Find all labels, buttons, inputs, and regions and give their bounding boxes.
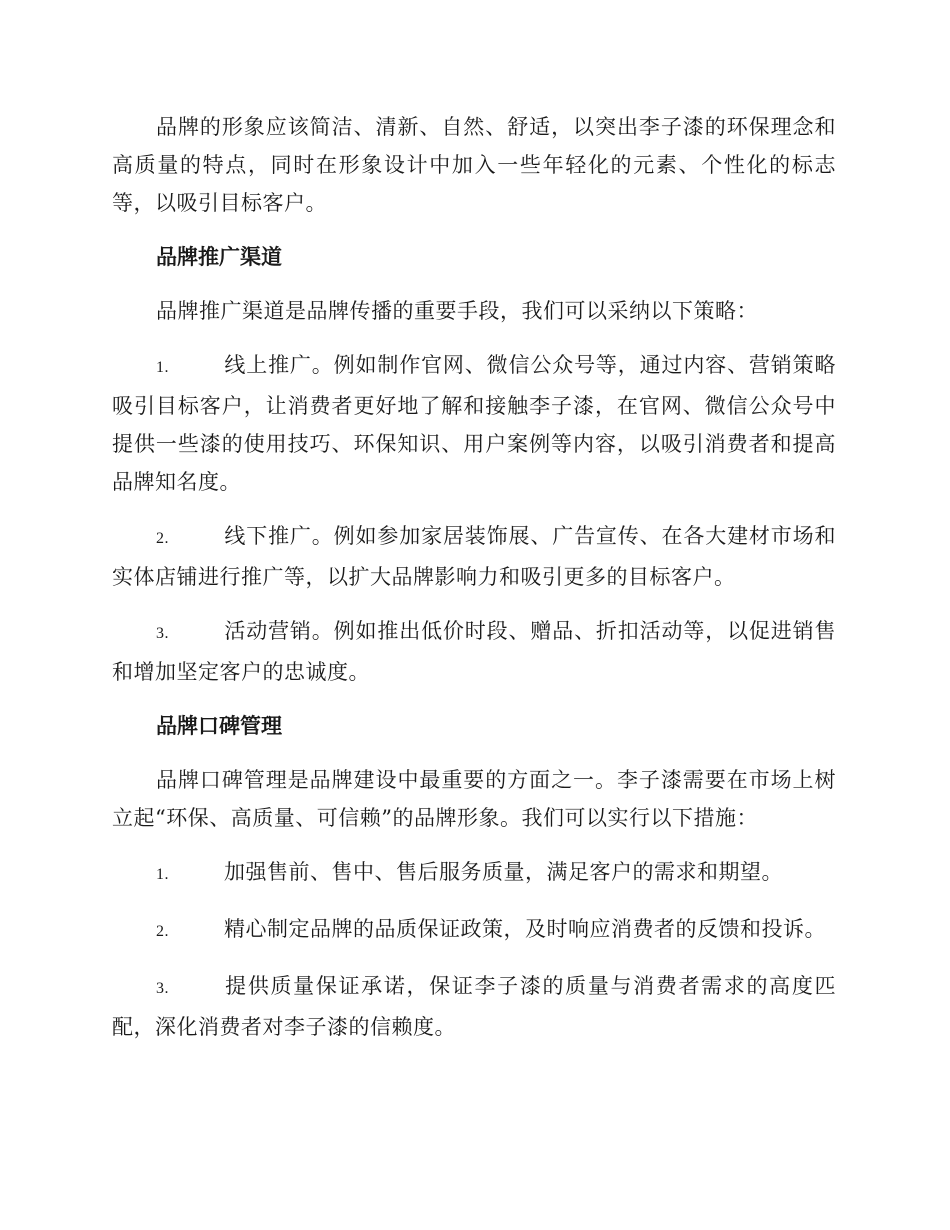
section-heading-channels: 品牌推广渠道 xyxy=(156,245,282,269)
list-item-text: 活动营销。例如推出低价时段、赠品、折扣活动等，以促进销售和增加坚定客户的忠诚度。 xyxy=(112,619,836,684)
list-item xyxy=(112,967,836,1046)
list-number: 2. xyxy=(156,923,169,940)
list-item-text: 精心制定品牌的品质保证政策，及时响应消费者的反馈和投诉。 xyxy=(224,917,826,941)
reputation-intro-paragraph: 品牌口碑管理是品牌建设中最重要的方面之一。李子漆需要在市场上树立起“环保、高质量、可信赖”的品牌形象。我们可以实行以下措施： xyxy=(112,768,836,830)
intro-paragraph: 品牌的形象应该简洁、清新、自然、舒适，以突出李子漆的环保理念和高质量的特点，同时在形象设计中加入一些年轻化的元素、个性化的标志等，以吸引目标客户。 xyxy=(112,115,836,215)
list-item-text: 线上推广。例如制作官网、微信公众号等，通过内容、营销策略吸引目标客户，让消费者更好地了解和接触李子漆，在官网、微信公众号中提供一些漆的使用技巧、环保知识、用户案例等内容，以吸引消费者和提高品牌知名度。 xyxy=(112,353,836,494)
list-item xyxy=(112,346,836,501)
list-item-text: 加强售前、售中、售后服务质量，满足客户的需求和期望。 xyxy=(224,860,783,884)
list-number: 2. xyxy=(156,530,169,547)
list-item xyxy=(112,517,836,596)
list-item-text: 线下推广。例如参加家居装饰展、广告宣传、在各大建材市场和实体店铺进行推广等，以扩大品牌影响力和吸引更多的目标客户。 xyxy=(112,524,836,589)
list-number: 1. xyxy=(156,866,169,883)
channels-intro-paragraph: 品牌推广渠道是品牌传播的重要手段，我们可以采纳以下策略： xyxy=(156,299,758,323)
list-item-text: 提供质量保证承诺，保证李子漆的质量与消费者需求的高度匹配，深化消费者对李子漆的信赖度。 xyxy=(112,974,836,1039)
list-item xyxy=(112,853,836,894)
list-item xyxy=(112,612,836,691)
list-item xyxy=(112,910,836,951)
document-page xyxy=(112,108,836,1062)
list-number: 1. xyxy=(156,359,169,376)
list-number: 3. xyxy=(156,625,169,642)
section-heading-reputation: 品牌口碑管理 xyxy=(156,714,282,738)
list-number: 3. xyxy=(156,980,169,997)
